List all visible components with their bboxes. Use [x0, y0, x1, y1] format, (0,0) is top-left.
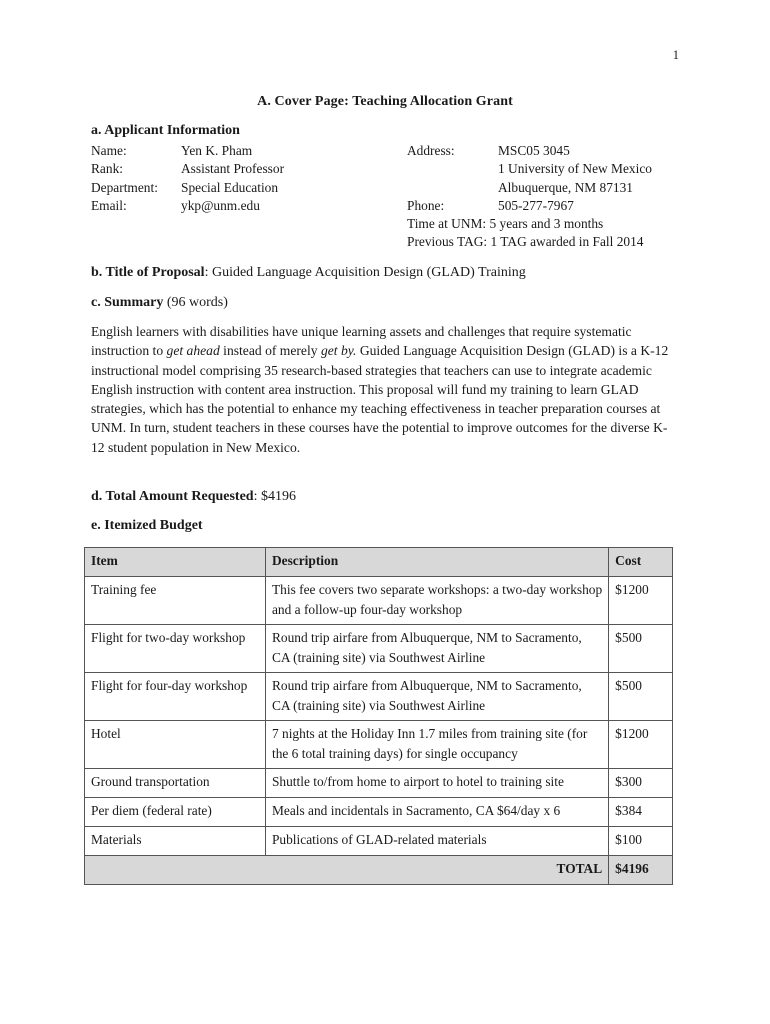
row-description: Shuttle to/from home to airport to hotel to training site	[265, 769, 608, 798]
row-description: Round trip airfare from Albuquerque, NM to Sacramento, CA (training site) via Southwest Airline	[265, 673, 608, 721]
total-requested-sep: :	[253, 489, 261, 504]
name-row	[91, 142, 284, 160]
row-description: 7 nights at the Holiday Inn 1.7 miles from training site (for the 6 total training days) for single occupancy	[265, 721, 608, 769]
address-line-1: MSC05 3045	[498, 143, 570, 158]
previous-tag: Previous TAG: 1 TAG awarded in Fall 2014	[407, 234, 644, 250]
row-item: Training fee	[85, 577, 266, 625]
summary-emphasis-2: get by.	[320, 343, 357, 359]
address-row-2	[407, 160, 652, 178]
applicant-info-left	[91, 142, 284, 215]
page-title: A. Cover Page: Teaching Allocation Grant	[257, 94, 513, 109]
row-cost: $300	[609, 769, 673, 798]
proposal-title-line	[91, 265, 526, 281]
header-item: Item	[85, 548, 266, 577]
summary-emphasis-1: get ahead	[166, 343, 220, 359]
row-description: Round trip airfare from Albuquerque, NM to Sacramento, CA (training site) via Southwest Airline	[265, 625, 608, 673]
applicant-info-right	[407, 142, 652, 252]
department-value: Special Education	[181, 179, 279, 195]
rank-row	[91, 160, 284, 178]
rank-value: Assistant Professor	[181, 161, 285, 177]
summary-heading-line	[91, 295, 228, 311]
total-requested-line	[91, 489, 296, 505]
summary-label: c. Summary	[91, 295, 164, 310]
applicant-info-heading: a. Applicant Information	[91, 123, 240, 138]
phone-label: Phone:	[407, 197, 445, 213]
total-label: TOTAL	[85, 856, 609, 885]
summary-text-3: Guided Language Acquisition Design (GLAD) is a K-12 instructional model comprising 35 research-based strategies that teachers can use to integrate academic English instruction with content area instruction. This proposal will fund my training to learn GLAD strategies, which has the potential to enhance my teaching effectiveness in teacher preparation courses at UNM. In turn, student teachers in these courses have the potential to improve outcomes for the diverse K-12 student population in New Mexico.	[91, 343, 669, 455]
table-row	[85, 625, 673, 673]
row-cost: $384	[609, 798, 673, 827]
row-item: Ground transportation	[85, 769, 266, 798]
total-row	[85, 856, 673, 885]
address-row-3	[407, 179, 652, 197]
page-number: 1	[672, 48, 679, 62]
row-item: Per diem (federal rate)	[85, 798, 266, 827]
budget-header-row	[85, 548, 673, 577]
row-description: Meals and incidentals in Sacramento, CA $64/day x 6	[265, 798, 608, 827]
department-row	[91, 179, 284, 197]
email-label: Email:	[91, 197, 127, 213]
address-line-2: 1 University of New Mexico	[498, 161, 652, 177]
department-label: Department:	[91, 179, 158, 195]
phone-value: 505-277-7967	[498, 197, 574, 213]
table-row	[85, 673, 673, 721]
email-value: ykp@unm.edu	[181, 197, 260, 213]
name-label: Name:	[91, 143, 127, 158]
row-cost: $1200	[609, 577, 673, 625]
total-requested-label: d. Total Amount Requested	[91, 489, 254, 504]
proposal-title-value: Guided Language Acquisition Design (GLAD) Training	[211, 265, 526, 280]
itemized-budget-heading: e. Itemized Budget	[91, 518, 203, 533]
budget-table	[84, 547, 673, 885]
total-requested-value: $4196	[260, 489, 296, 504]
row-cost: $100	[609, 827, 673, 856]
row-item: Flight for four-day workshop	[85, 673, 266, 721]
address-row-1	[407, 142, 652, 160]
total-value: $4196	[609, 856, 673, 885]
row-item: Flight for two-day workshop	[85, 625, 266, 673]
proposal-title-sep: :	[204, 265, 212, 280]
row-description: This fee covers two separate workshops: a two-day workshop and a follow-up four-day workshop	[265, 577, 608, 625]
row-cost: $500	[609, 673, 673, 721]
summary-word-count: (96 words)	[163, 295, 228, 310]
summary-paragraph	[91, 322, 681, 457]
row-description: Publications of GLAD-related materials	[265, 827, 608, 856]
name-value: Yen K. Pham	[181, 143, 253, 158]
summary-text-1: English learners with disabilities have unique learning assets and challenges that require systematic instruction to	[91, 324, 632, 359]
row-cost: $500	[609, 625, 673, 673]
rank-label: Rank:	[91, 161, 123, 177]
time-at-unm: Time at UNM: 5 years and 3 months	[407, 216, 604, 232]
row-item: Materials	[85, 827, 266, 856]
table-row	[85, 721, 673, 769]
row-cost: $1200	[609, 721, 673, 769]
summary-text-2: instead of merely	[219, 343, 321, 359]
table-row	[85, 577, 673, 625]
proposal-title-label: b. Title of Proposal	[91, 265, 205, 280]
table-row	[85, 769, 673, 798]
phone-row	[407, 197, 652, 215]
table-row	[85, 827, 673, 856]
row-item: Hotel	[85, 721, 266, 769]
table-row	[85, 798, 673, 827]
email-row	[91, 197, 284, 215]
header-cost: Cost	[609, 548, 673, 577]
header-description: Description	[265, 548, 608, 577]
address-line-3: Albuquerque, NM 87131	[498, 179, 634, 195]
address-label: Address:	[407, 143, 455, 158]
